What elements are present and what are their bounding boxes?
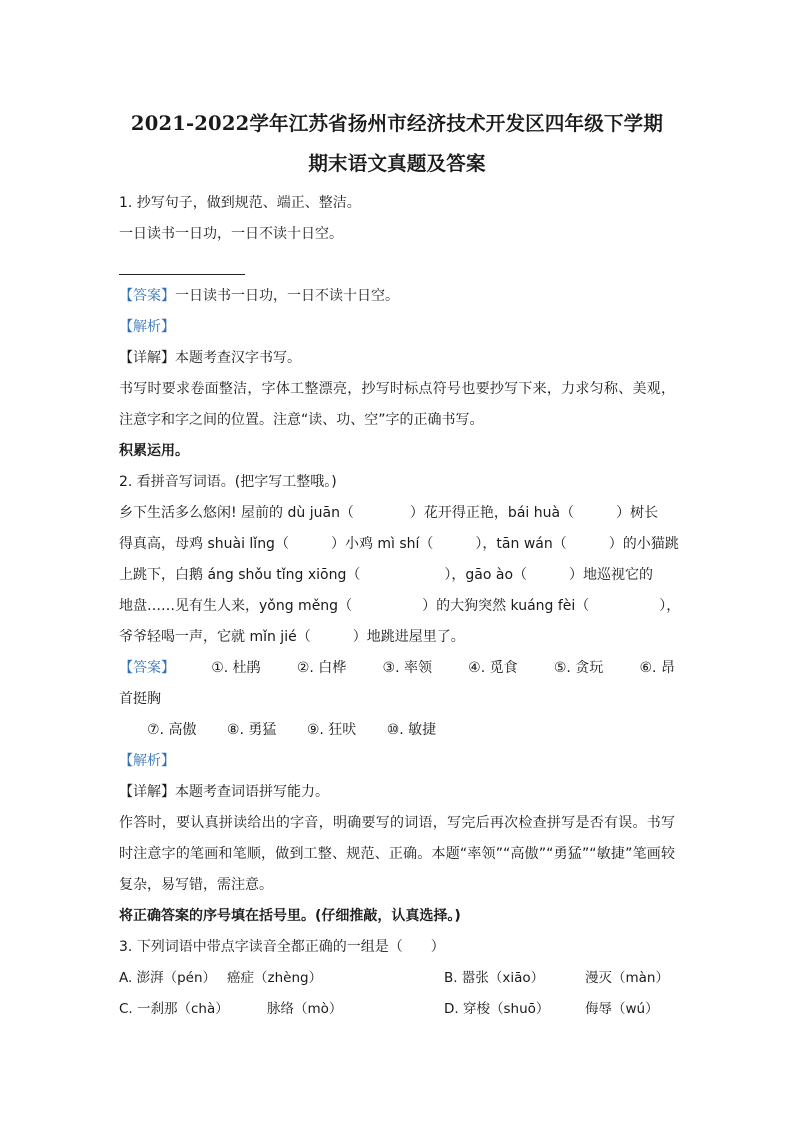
q2-answer-row <box>119 653 675 684</box>
document-page <box>119 104 681 1025</box>
q2-answer-item: ⑩. 敏捷 <box>386 722 437 738</box>
q2-passage-line: 地盘……见有生人来，yǒng měng（ ）的大狗突然 kuáng fèi（ ）， <box>119 598 681 614</box>
q2-stem: 2. 看拼音写词语。(把字写工整哦。) <box>119 474 337 490</box>
section-heading-choice: 将正确答案的序号填在括号里。(仔细推敲，认真选择。) <box>119 908 461 924</box>
q1-detail-text: 本题考查汉字书写。 <box>175 350 301 366</box>
q2-answer-item: ⑤. 贪玩 <box>553 660 604 676</box>
document-title-line1: 2021-2022学年江苏省扬州市经济技术开发区四年级下学期 <box>130 112 664 135</box>
q1-writing-line-row <box>119 250 675 281</box>
q2-answer-item: ③. 率领 <box>382 660 432 676</box>
q2-answer-item: ⑨. 狂吠 <box>306 722 357 738</box>
q2-passage-line: 得真高，母鸡 shuài lǐng（ ）小鸡 mì shí（ ），tān wán（ ）的小猫跳 <box>119 536 679 552</box>
q3-option-a[interactable]: A. 澎湃（pén） <box>119 970 217 986</box>
q2-passage-line: 上跳下，白鹅 áng shǒu tǐng xiōng（ ），gāo ào（ ）地巡视它的 <box>119 567 654 583</box>
q2-answer-wrap: 首挺胸 <box>119 691 161 707</box>
q3-options-row <box>119 994 675 1025</box>
detail-tag: 【详解】 <box>119 784 175 800</box>
q1-detail <box>119 343 675 374</box>
q1-explanation: 书写时要求卷面整洁，字体工整漂亮，抄写时标点符号也要抄写下来，力求匀称、美观，注意字和字之间的位置。注意“读、功、空”字的正确书写。 <box>119 381 675 428</box>
q1-answer-text: 一日读书一日功，一日不读十日空。 <box>175 288 399 304</box>
answer-tag: 【答案】 <box>119 288 175 304</box>
detail-tag: 【详解】 <box>119 350 175 366</box>
answer-tag: 【答案】 <box>119 660 175 676</box>
q2-answer-item: ⑧. 勇猛 <box>226 722 277 738</box>
q1-sentence: 一日读书一日功，一日不读十日空。 <box>119 226 343 242</box>
q2-answer-item: ④. 觅食 <box>468 660 518 676</box>
q3-option-c[interactable]: C. 一刹那（chà） <box>119 1001 229 1017</box>
q1-writing-line <box>119 262 245 275</box>
q2-detail-text: 本题考查词语拼写能力。 <box>175 784 329 800</box>
q3-option-d[interactable]: D. 穿梭（shuō） <box>444 1001 550 1017</box>
q3-option-b[interactable]: B. 嚣张（xiāo） <box>444 970 545 986</box>
q2-passage-line: 爷爷轻喝一声，它就 mǐn jié（ ）地跳进屋里了。 <box>119 629 465 645</box>
q2-answer-item: ⑥. 昂 <box>639 660 675 676</box>
q2-analysis-tag: 【解析】 <box>119 753 175 769</box>
document-title-line2: 期末语文真题及答案 <box>308 152 486 175</box>
q3-option-c-word2: 脉络（mò） <box>267 1001 343 1017</box>
q1-stem: 1. 抄写句子，做到规范、端正、整洁。 <box>119 195 361 211</box>
q2-explanation: 作答时，要认真拼读给出的字音，明确要写的词语，写完后再次检查拼写是否有误。书写时注意字的笔画和笔顺，做到工整、规范、正确。本题“率领”“高傲”“勇猛”“敏捷”笔画较复杂，易写错，需注意。 <box>119 815 675 893</box>
q2-passage-line: 乡下生活多么悠闲! 屋前的 dù juān（ ）花开得正艳，bái huà（ ）树长 <box>119 505 659 521</box>
section-heading-accumulation: 积累运用。 <box>119 443 189 459</box>
q2-answer-row-2 <box>119 715 675 746</box>
q2-detail <box>119 777 675 808</box>
q3-stem: 3. 下列词语中带点字读音全都正确的一组是（ ） <box>119 939 445 955</box>
q3-options-row <box>119 963 675 994</box>
q3-option-d-word2: 侮辱（wú） <box>585 1001 659 1017</box>
q1-answer <box>119 281 675 312</box>
q2-answer-item: ⑦. 高傲 <box>147 722 197 738</box>
q1-analysis-tag: 【解析】 <box>119 319 175 335</box>
q2-answer-item: ①. 杜鹃 <box>211 660 261 676</box>
q3-option-a-word2: 癌症（zhèng） <box>227 970 323 986</box>
q3-option-b-word2: 漫灭（màn） <box>585 970 669 986</box>
q2-answer-item: ②. 白桦 <box>296 660 347 676</box>
